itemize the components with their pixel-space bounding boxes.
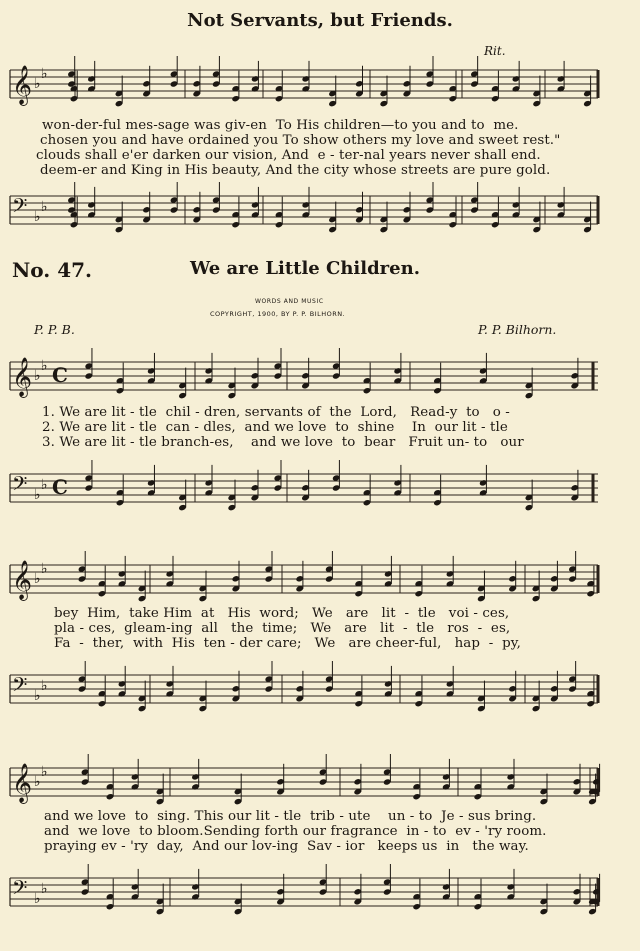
- system-3-verse-1: and we love to sing. This our lit - tle trib - ute un - to Je - sus bring.: [44, 809, 537, 824]
- system-2-verse-1: bey Him, take Him at His word; We are lit - tle voi - ces,: [54, 606, 510, 621]
- system-3-verse-2: and we love to bloom.Sending forth our fragrance in - to ev - 'ry room.: [44, 824, 547, 839]
- upper-lyric-line-3: clouds shall e'er darken our vision, And e - ter-nal years never shall end.: [36, 148, 541, 163]
- svg-text:𝄢: 𝄢: [12, 673, 28, 701]
- svg-text:𝄢: 𝄢: [12, 194, 28, 222]
- system-2-verse-3: Fa - ther, with His ten - der care; We are cheer-ful, hap - py,: [54, 636, 522, 651]
- svg-text:♭: ♭: [41, 477, 48, 493]
- system-1-verse-3: 3. We are lit - tle branch-es, and we love to bear Fruit un- to our: [42, 435, 524, 450]
- svg-text:♭: ♭: [41, 881, 48, 897]
- svg-text:𝄢: 𝄢: [12, 472, 28, 500]
- words-and-music-note: WORDS AND MUSIC: [255, 298, 324, 305]
- upper-lyric-line-4: deem-er and King in His beauty, And the city whose streets are pure gold.: [40, 163, 551, 178]
- svg-text:♭: ♭: [34, 368, 41, 384]
- svg-text:♭: ♭: [34, 487, 41, 503]
- upper-bass-staff: [10, 186, 600, 236]
- lyricist-credit: P. P. B.: [34, 322, 75, 337]
- svg-text:𝄞: 𝄞: [12, 357, 33, 397]
- svg-text:C: C: [52, 475, 68, 499]
- svg-text:𝄢: 𝄢: [12, 876, 28, 904]
- upper-lyric-line-2: chosen you and have ordained you To show others my love and sweet rest.": [40, 133, 561, 148]
- system-1-verse-1: 1. We are lit - tle chil - dren, servants of the Lord, Read-y to o -: [42, 405, 510, 420]
- hymn-title: We are Little Children.: [190, 258, 420, 279]
- svg-text:♭: ♭: [41, 678, 48, 694]
- upper-hymn-title: Not Servants, but Friends.: [187, 10, 453, 31]
- system-2-verse-2: pla - ces, gleam-ing all the time; We are lit - tle ros - es,: [54, 621, 511, 636]
- svg-text:♭: ♭: [34, 571, 41, 587]
- system-1-bass-staff: [10, 464, 600, 514]
- system-3-bass-staff: [10, 868, 600, 918]
- svg-text:♭: ♭: [34, 688, 41, 704]
- svg-text:♭: ♭: [34, 209, 41, 225]
- upper-lyric-line-1: won-der-ful mes-sage was giv-en To His children—to you and to me.: [42, 118, 519, 133]
- system-2-treble-staff: [10, 555, 600, 605]
- svg-text:♭: ♭: [41, 199, 48, 215]
- system-3-treble-staff: [10, 758, 600, 808]
- hymn-number: No. 47.: [12, 258, 92, 282]
- ritardando-mark: Rit.: [484, 44, 506, 58]
- copyright-notice: COPYRIGHT, 1900, BY P. P. BILHORN.: [210, 310, 346, 318]
- svg-text:♭: ♭: [41, 66, 48, 82]
- system-1-verse-2: 2. We are lit - tle can - dles, and we love to shine In our lit - tle: [42, 420, 508, 435]
- svg-text:𝄞: 𝄞: [12, 763, 33, 803]
- system-2-bass-staff: [10, 665, 600, 715]
- svg-text:𝄞: 𝄞: [12, 65, 33, 105]
- svg-text:C: C: [52, 363, 68, 387]
- svg-text:♭: ♭: [41, 358, 48, 374]
- svg-text:♭: ♭: [41, 561, 48, 577]
- system-1-treble-staff: [10, 352, 600, 402]
- upper-treble-staff: [10, 60, 600, 110]
- svg-text:♭: ♭: [34, 774, 41, 790]
- svg-text:♭: ♭: [41, 764, 48, 780]
- svg-text:♭: ♭: [34, 76, 41, 92]
- svg-text:𝄞: 𝄞: [12, 560, 33, 600]
- composer-credit: P. P. Bilhorn.: [478, 322, 557, 337]
- system-3-verse-3: praying ev - 'ry day, And our lov-ing Sav - ior keeps us in the way.: [44, 839, 529, 854]
- svg-text:♭: ♭: [34, 891, 41, 907]
